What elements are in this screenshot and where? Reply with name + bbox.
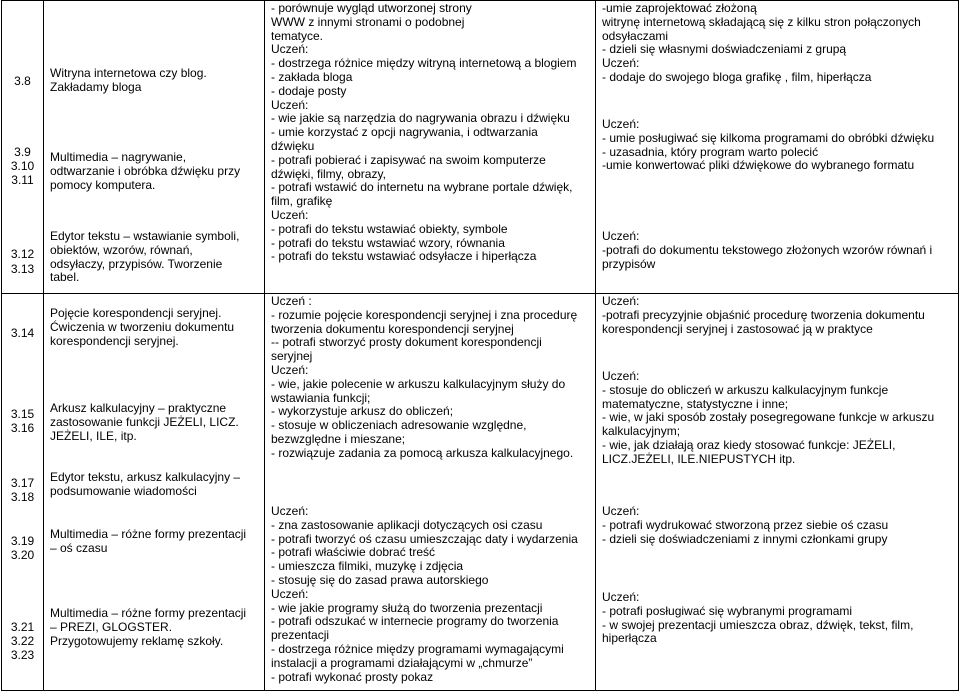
- lesson-number: 3.17: [10, 476, 35, 490]
- advanced-outcomes-cell: [596, 1, 959, 294]
- learning-outcome-line: Uczeń:: [271, 362, 309, 377]
- learning-outcome-line: - stosuje w obliczeniach adresowanie względne,: [271, 418, 527, 433]
- topic-line: odsyłaczy, przypisów. Tworzenie: [50, 256, 223, 271]
- lesson-number: 3.13: [10, 262, 35, 276]
- learning-outcome-line: - potrafi pobierać i zapisywać na swoim komputerze: [271, 152, 546, 167]
- learning-outcome-block: [271, 505, 591, 684]
- learning-outcome-line: - rozumie pojęcie korespondencji seryjnej i zna procedurę: [271, 307, 578, 322]
- advanced-outcome-line: - potrafi wydrukować stworzoną przez siebie oś czasu: [602, 517, 889, 532]
- learning-outcome-line: - potrafi do tekstu wstawiać odsyłacze i hiperłącza: [271, 249, 537, 264]
- learning-outcome-line: - wie jakie są narzędzia do nagrywania obrazu i dźwięku: [271, 111, 570, 126]
- topic-line: Edytor tekstu, arkusz kalkulacyjny –: [50, 470, 241, 484]
- lesson-number: 3.23: [10, 648, 35, 662]
- topic-line: Zakładamy bloga: [50, 79, 142, 94]
- learning-outcome-line: - stosuję się do zasad prawa autorskiego: [271, 572, 489, 587]
- lesson-number: 3.9: [14, 145, 31, 159]
- advanced-outcome-line: -potrafi do dokumentu tekstowego złożonych wzorów równań i: [602, 242, 933, 257]
- topic-line: Edytor tekstu – wstawianie symboli,: [50, 229, 240, 243]
- learning-outcome-line: - zakłada bloga: [271, 69, 353, 84]
- learning-outcome-line: Uczeń :: [271, 294, 312, 308]
- advanced-outcome-line: -umie zaprojektować złożoną: [602, 1, 757, 15]
- lesson-number: 3.8: [14, 74, 31, 88]
- learning-outcome-line: tematyce.: [271, 28, 324, 43]
- topic-line: korespondencji seryjnej.: [50, 333, 179, 348]
- topic-line: Pojęcie korespondencji seryjnej.: [50, 306, 222, 320]
- learning-outcome-line: - dodaje posty: [271, 83, 347, 98]
- topic-block: [50, 67, 260, 95]
- topic-line: – oś czasu: [50, 540, 108, 555]
- advanced-outcomes-cell: [596, 294, 959, 691]
- lesson-number: 3.22: [10, 634, 35, 648]
- topic-line: Przygotowujemy reklamę szkoły.: [50, 633, 224, 648]
- advanced-outcome-block: [602, 505, 954, 546]
- advanced-outcome-line: - umie posługiwać się kilkoma programami do obróbki dźwięku: [602, 130, 935, 145]
- topic-line: Witryna internetowa czy blog.: [50, 66, 207, 80]
- advanced-outcome-block: [602, 118, 954, 173]
- topic-line: pomocy komputera.: [50, 177, 156, 192]
- learning-outcome-line: - zna zastosowanie aplikacji dotyczących osi czasu: [271, 517, 543, 532]
- topic-block: [50, 402, 260, 443]
- learning-outcome-line: dźwięki, filmy, obrazy,: [271, 166, 386, 181]
- learning-outcome-line: film, grafikę: [271, 194, 333, 209]
- learning-outcome-line: Uczeń:: [271, 42, 309, 57]
- advanced-outcome-line: witrynę internetową składającą się z kilku stron połączonych: [602, 14, 921, 29]
- advanced-outcome-line: - stosuje do obliczeń w arkuszu kalkulacyjnym funkcje: [602, 382, 889, 397]
- advanced-outcome-line: matematyczne, statystyczne i inne;: [602, 396, 789, 411]
- advanced-outcome-line: Uczeń:: [602, 504, 640, 518]
- lesson-number: 3.21: [10, 620, 35, 634]
- advanced-outcome-line: Uczeń:: [602, 56, 640, 71]
- advanced-outcome-block: [602, 591, 954, 646]
- topic-block: [50, 307, 260, 348]
- lesson-number-cell: [2, 1, 44, 294]
- advanced-outcome-line: -potrafi precyzyjnie objaśnić procedurę tworzenia dokumentu: [602, 307, 925, 322]
- lesson-number: 3.12: [10, 247, 35, 261]
- learning-outcome-line: Uczeń:: [271, 97, 309, 112]
- learning-outcome-line: Uczeń:: [271, 207, 309, 222]
- topic-line: podsumowanie wiadomości: [50, 483, 197, 498]
- advanced-outcome-line: przypisów: [602, 256, 656, 271]
- advanced-outcome-line: - dzieli się doświadczeniami z innymi członkami grupy: [602, 531, 888, 546]
- topic-line: odtwarzanie i obróbka dźwięku przy: [50, 163, 241, 178]
- table-row: [2, 1, 959, 294]
- advanced-outcome-line: - dodaje do swojego bloga grafikę , film, hiperłącza: [602, 69, 872, 84]
- curriculum-table: [1, 0, 959, 691]
- learning-outcome-line: - dostrzega różnice między programami wymagającymi: [271, 641, 564, 656]
- advanced-outcome-block: [602, 2, 954, 85]
- table-row: [2, 294, 959, 691]
- advanced-outcome-block: [602, 370, 954, 467]
- topic-line: zastosowanie funkcji JEŻELI, LICZ.: [50, 414, 239, 429]
- learning-outcome-line: - potrafi tworzyć oś czasu umieszczając daty i wydarzenia: [271, 531, 578, 546]
- lesson-number: 3.14: [10, 326, 35, 340]
- advanced-outcome-line: korespondencji seryjnej i zastosować ją w praktyce: [602, 321, 873, 336]
- learning-outcome-line: - umieszcza filmiki, muzykę i zdjęcia: [271, 559, 464, 574]
- lesson-number: 3.18: [10, 490, 35, 504]
- learning-outcome-block: [271, 295, 591, 461]
- topic-line: tabel.: [50, 270, 80, 285]
- topic-line: JEŻELI, ILE, itp.: [50, 428, 137, 443]
- learning-outcome-line: - potrafi odszukać w internecie programy do tworzenia: [271, 614, 559, 629]
- learning-outcomes-cell: [265, 294, 596, 691]
- learning-outcome-line: - dostrzega różnice między witryną internetową a blogiem: [271, 56, 577, 71]
- learning-outcome-line: tworzenia dokumentu korespondencji seryjnej: [271, 321, 514, 336]
- lesson-number: 3.15: [10, 407, 35, 421]
- topic-line: Multimedia – nagrywanie,: [50, 150, 187, 164]
- learning-outcome-line: - potrafi wstawić do internetu na wybrane portale dźwięk,: [271, 180, 573, 195]
- advanced-outcome-line: - wie, w jaki sposób zostały posegregowane funkcje w arkuszu: [602, 410, 935, 425]
- learning-outcome-line: prezentacji: [271, 628, 330, 643]
- learning-outcome-line: instalacji a programami działającymi w „chmurze”: [271, 655, 533, 670]
- topic-block: [50, 471, 260, 499]
- topic-block: [50, 151, 260, 192]
- advanced-outcome-line: Uczeń:: [602, 590, 640, 604]
- advanced-outcome-line: - dzieli się własnymi doświadczeniami z grupą: [602, 42, 847, 57]
- topic-line: Ćwiczenia w tworzeniu dokumentu: [50, 319, 235, 334]
- learning-outcome-block: [271, 2, 591, 264]
- topic-block: [50, 607, 260, 648]
- learning-outcome-line: bezwzględne i mieszane;: [271, 431, 406, 446]
- learning-outcome-line: - wie, jakie polecenie w arkuszu kalkulacyjnym służy do: [271, 376, 566, 391]
- learning-outcome-line: - potrafi właściwie dobrać treść: [271, 545, 436, 560]
- learning-outcome-line: - wykorzystuje arkusz do obliczeń;: [271, 404, 454, 419]
- advanced-outcome-line: Uczeń:: [602, 294, 640, 308]
- topic-line: obiektów, wzorów, równań,: [50, 242, 193, 257]
- learning-outcome-line: - rozwiązuje zadania za pomocą arkusza kalkulacyjnego.: [271, 445, 574, 460]
- learning-outcome-line: Uczeń:: [271, 586, 309, 601]
- lesson-number-cell: [2, 294, 44, 691]
- topic-cell: [44, 294, 265, 691]
- advanced-outcome-line: - potrafi posługiwać się wybranymi programami: [602, 603, 853, 618]
- learning-outcome-line: - wie jakie programy służą do tworzenia prezentacji: [271, 600, 543, 615]
- advanced-outcome-line: odsyłaczami: [602, 28, 669, 43]
- learning-outcome-line: dźwięku: [271, 138, 315, 153]
- advanced-outcome-line: hiperłącza: [602, 631, 657, 646]
- advanced-outcome-line: - wie, jak działają oraz kiedy stosować funkcje: JEŻELI,: [602, 437, 896, 452]
- advanced-outcome-line: kalkulacyjnym;: [602, 424, 681, 439]
- learning-outcome-line: Uczeń:: [271, 504, 309, 518]
- learning-outcome-line: - potrafi wykonać prosty pokaz: [271, 669, 434, 684]
- topic-block: [50, 528, 260, 556]
- advanced-outcome-block: [602, 230, 954, 271]
- learning-outcome-line: - porównuje wygląd utworzonej strony: [271, 1, 472, 15]
- learning-outcome-line: - potrafi do tekstu wstawiać wzory, równania: [271, 235, 505, 250]
- lesson-number: 3.10: [10, 159, 35, 173]
- learning-outcome-line: -- potrafi stworzyć prosty dokument korespondencji: [271, 335, 542, 350]
- learning-outcome-line: seryjnej: [271, 349, 313, 364]
- lesson-number: 3.16: [10, 421, 35, 435]
- advanced-outcome-line: -umie konwertować pliki dźwiękowe do wybranego formatu: [602, 158, 915, 173]
- topic-cell: [44, 1, 265, 294]
- topic-line: Multimedia – różne formy prezentacji: [50, 606, 247, 620]
- learning-outcome-line: - umie korzystać z opcji nagrywania, i odtwarzania: [271, 125, 538, 140]
- lesson-number: 3.19: [10, 534, 35, 548]
- advanced-outcome-line: LICZ.JEŻELI, ILE.NIEPUSTYCH itp.: [602, 451, 796, 466]
- advanced-outcome-line: Uczeń:: [602, 117, 640, 131]
- advanced-outcome-line: Uczeń:: [602, 229, 640, 243]
- learning-outcome-line: wstawiania funkcji;: [271, 390, 371, 405]
- learning-outcome-line: WWW z innymi stronami o podobnej: [271, 14, 465, 29]
- advanced-outcome-line: Uczeń:: [602, 369, 640, 383]
- topic-line: – PREZI, GLOGSTER.: [50, 619, 173, 634]
- lesson-number: 3.11: [11, 173, 34, 187]
- advanced-outcome-line: - uzasadnia, który program warto polecić: [602, 144, 819, 159]
- topic-block: [50, 230, 260, 285]
- topic-line: Multimedia – różne formy prezentacji: [50, 527, 247, 541]
- advanced-outcome-line: - w swojej prezentacji umieszcza obraz, dźwięk, tekst, film,: [602, 617, 914, 632]
- topic-line: Arkusz kalkulacyjny – praktyczne: [50, 401, 227, 415]
- advanced-outcome-block: [602, 295, 954, 336]
- learning-outcomes-cell: [265, 1, 596, 294]
- lesson-number: 3.20: [10, 548, 35, 562]
- learning-outcome-line: - potrafi do tekstu wstawiać obiekty, symbole: [271, 221, 508, 236]
